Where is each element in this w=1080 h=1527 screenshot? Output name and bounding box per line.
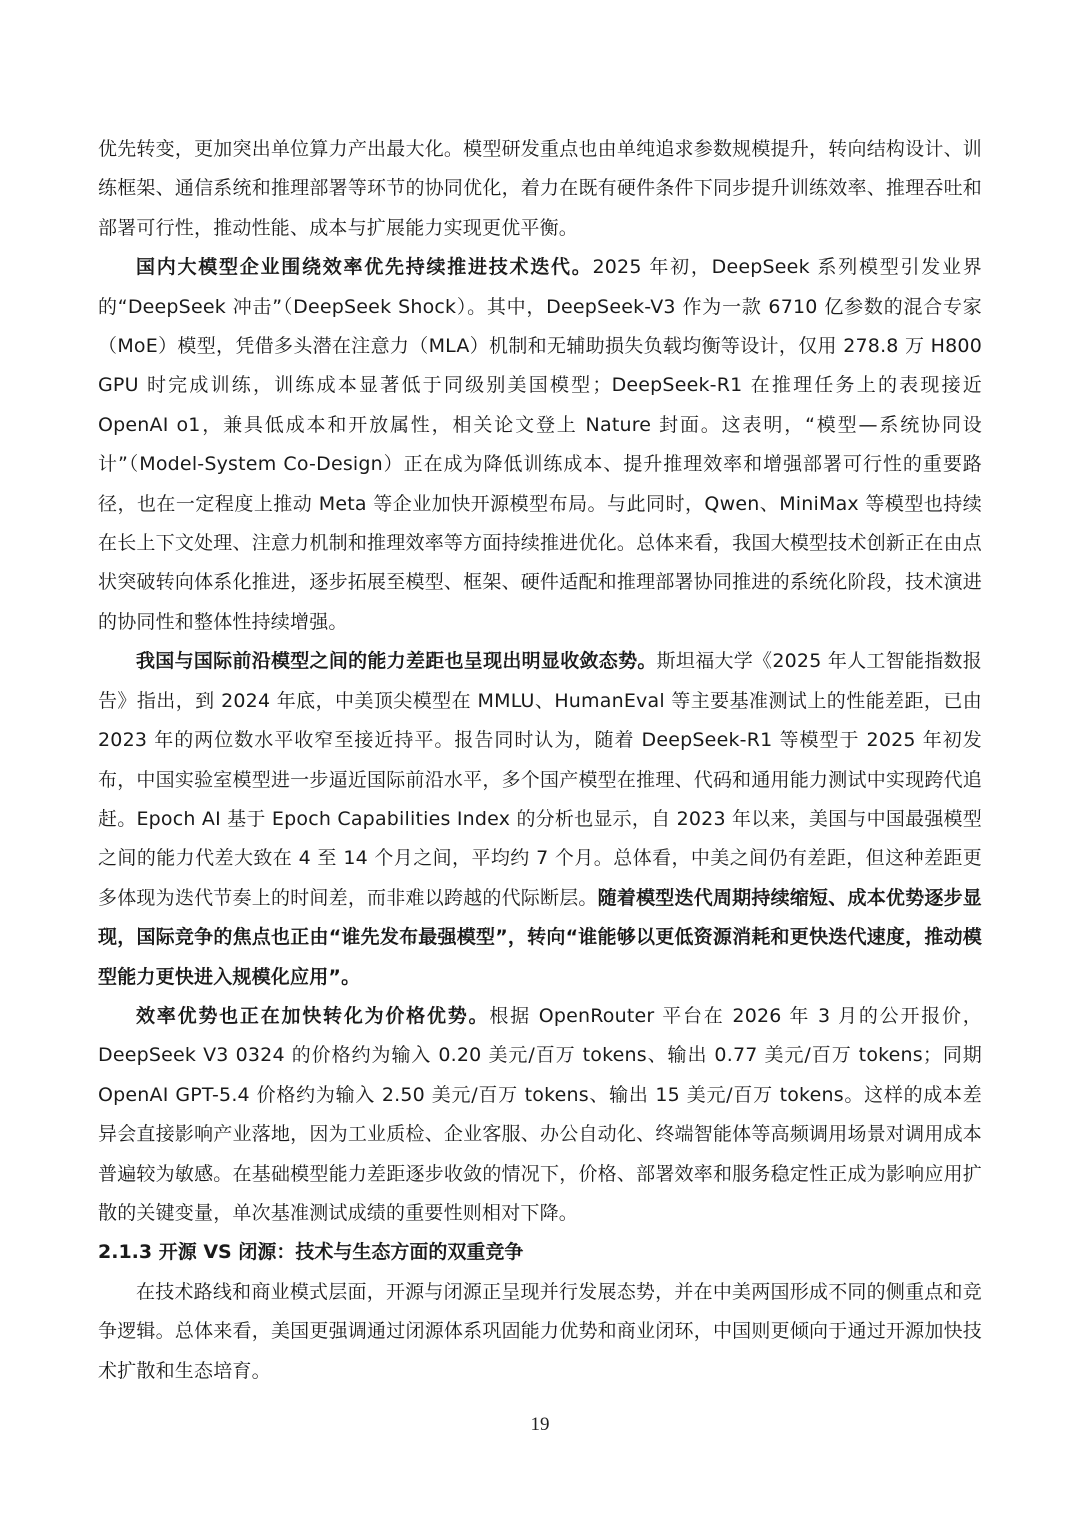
page-number: 19 xyxy=(530,1414,550,1435)
paragraph-2 xyxy=(98,248,982,642)
paragraph-3-lead: 我国与国际前沿模型之间的能力差距也呈现出明显收敛态势。 xyxy=(136,650,657,673)
paragraph-5-text: 在技术路线和商业模式层面，开源与闭源正呈现并行发展态势，并在中美两国形成不同的侧重点和竞争逻辑。总体来看，美国更强调通过闭源体系巩固能力优势和商业闭环，中国则更倾向于通过开源加快技术扩散和生态培育。 xyxy=(98,1280,982,1382)
section-heading: 2.1.3 开源 VS 闭源：技术与生态方面的双重竞争 xyxy=(98,1241,524,1264)
paragraph-3 xyxy=(98,642,982,997)
paragraph-1 xyxy=(98,130,982,248)
paragraph-4-text: 根据 OpenRouter 平台在 2026 年 3 月的公开报价，DeepSeek V3 0324 的价格约为输入 0.20 美元/百万 tokens、输出 0.77 美元/百万 tokens；同期 OpenAI GPT-5.4 价格约为输入 2.50 美元/百万 tokens、输出 15 美元/百万 tokens。这样的成本差异会直接影响产业落地，因为工业质检、企业客服、办公自动化、终端智能体等高频调用场景对调用成本普遍较为敏感。在基础模型能力差距逐步收敛的情况下，价格、部署效率和服务稳定性正成为影响应用扩散的关键变量，单次基准测试成绩的重要性则相对下降。 xyxy=(98,1004,982,1224)
paragraph-3-tail: 随着模型迭代周期持续缩短、成本优势逐步显现，国际竞争的焦点也正由“谁先发布最强模型”，转向“谁能够以更低资源消耗和更快迭代速度，推动模型能力更快进入规模化应用”。 xyxy=(98,886,982,988)
paragraph-5 xyxy=(98,1273,982,1391)
paragraph-2-text: 2025 年初，DeepSeek 系列模型引发业界的“DeepSeek 冲击”（DeepSeek Shock）。其中，DeepSeek-V3 作为一款 6710 亿参数的混合专家（MoE）模型，凭借多头潜在注意力（MLA）机制和无辅助损失负载均衡等设计，仅用 278.8 万 H800 GPU 时完成训练，训练成本显著低于同级别美国模型；DeepSeek-R1 在推理任务上的表现接近 OpenAI o1，兼具低成本和开放属性，相关论文登上 Nature 封面。这表明，“模型—系统协同设计”（Model-System Co-Design）正在成为降低训练成本、提升推理效率和增强部署可行性的重要路径，也在一定程度上推动 Meta 等企业加快开源模型布局。与此同时，Qwen、MiniMax 等模型也持续在长上下文处理、注意力机制和推理效率等方面持续推进优化。总体来看，我国大模型技术创新正在由点状突破转向体系化推进，逐步拓展至模型、框架、硬件适配和推理部署协同推进的系统化阶段，技术演进的协同性和整体性持续增强。 xyxy=(98,256,982,633)
paragraph-4-lead: 效率优势也正在加快转化为价格优势。 xyxy=(136,1004,490,1027)
document-page xyxy=(98,130,982,1391)
paragraph-2-lead: 国内大模型企业围绕效率优先持续推进技术迭代。 xyxy=(136,256,593,279)
paragraph-4 xyxy=(98,997,982,1233)
paragraph-3-text: 斯坦福大学《2025 年人工智能指数报告》指出，到 2024 年底，中美顶尖模型在 MMLU、HumanEval 等主要基准测试上的性能差距，已由 2023 年的两位数水平收窄至接近持平。报告同时认为，随着 DeepSeek-R1 等模型于 2025 年初发布，中国实验室模型进一步逼近国际前沿水平，多个国产模型在推理、代码和通用能力测试中实现跨代追赶。Epoch AI 基于 Epoch Capabilities Index 的分析也显示，自 2023 年以来，美国与中国最强模型之间的能力代差大致在 4 至 14 个月之间，平均约 7 个月。总体看，中美之间仍有差距，但这种差距更多体现为迭代节奏上的时间差，而非难以跨越的代际断层。 xyxy=(98,650,982,909)
paragraph-1-text: 优先转变，更加突出单位算力产出最大化。模型研发重点也由单纯追求参数规模提升，转向结构设计、训练框架、通信系统和推理部署等环节的协同优化，着力在既有硬件条件下同步提升训练效率、推理吞吐和部署可行性，推动性能、成本与扩展能力实现更优平衡。 xyxy=(98,138,982,239)
